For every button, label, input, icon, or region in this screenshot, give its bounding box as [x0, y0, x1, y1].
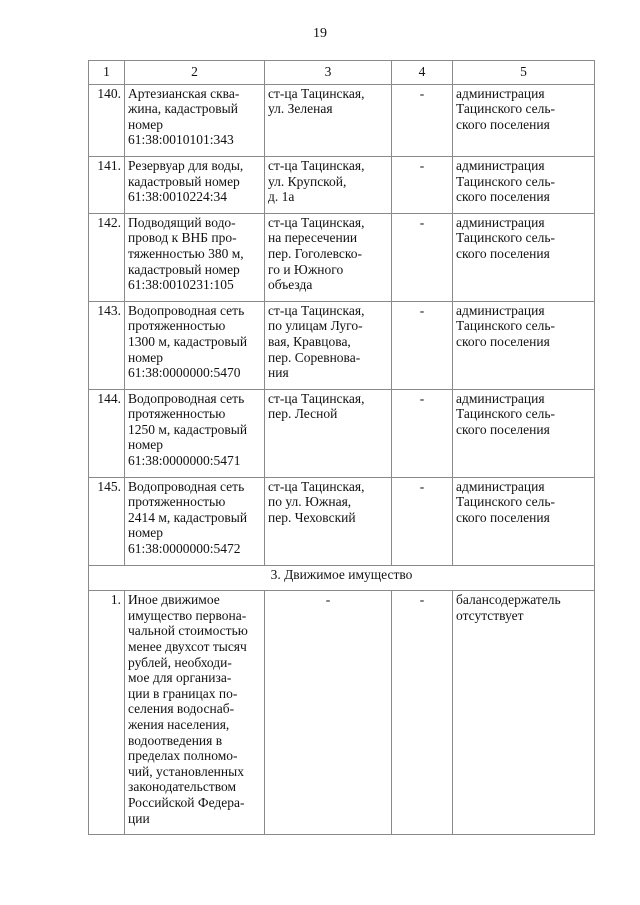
table-row — [89, 213, 595, 301]
owner-cell — [453, 84, 595, 156]
object-name-line: мое для организа- — [128, 670, 232, 686]
object-name-line: номер — [128, 437, 164, 453]
owner-line: ского поселения — [456, 116, 550, 132]
address-line: ст-ца Тацинская, — [268, 214, 365, 230]
owner-cell — [453, 591, 595, 835]
address-line: ул. Крупской, — [268, 173, 347, 189]
object-name-line: Резервуар для воды, — [128, 157, 244, 173]
owner-line: администрация — [456, 85, 545, 101]
address-cell — [265, 477, 392, 565]
owner-line: ского поселения — [456, 245, 550, 261]
object-name-line: номер — [128, 349, 164, 365]
table-row — [89, 301, 595, 389]
object-name-line: 61:38:0010231:105 — [128, 277, 234, 293]
column-4-cell: - — [392, 389, 453, 477]
object-name-line: ции в границах по- — [128, 685, 238, 701]
object-name-line: жина, кадастровый — [128, 101, 238, 117]
object-name-line: чальной стоимостью — [128, 623, 248, 639]
object-name-cell — [125, 156, 265, 213]
object-name-line: протяженностью — [128, 494, 226, 510]
header-cell-4: 4 — [392, 61, 453, 85]
table-header-row — [89, 61, 595, 85]
table-row — [89, 156, 595, 213]
object-name-line: чий, установленных — [128, 763, 244, 779]
row-number: 143. — [89, 301, 125, 389]
table-row — [89, 591, 595, 835]
owner-cell — [453, 389, 595, 477]
address-line: вая, Кравцова, — [268, 333, 351, 349]
row-number: 140. — [89, 84, 125, 156]
object-name-line: пределах полномо- — [128, 748, 238, 764]
owner-cell — [453, 477, 595, 565]
row-number: 142. — [89, 213, 125, 301]
address-cell: - — [265, 591, 392, 835]
address-line: пер. Соревнова- — [268, 349, 361, 365]
object-name-line: тяженностью 380 м, — [128, 245, 244, 261]
object-name-line: 61:38:0000000:5472 — [128, 541, 241, 557]
object-name-line: Российской Федера- — [128, 794, 245, 810]
object-name-line: кадастровый номер — [128, 173, 240, 189]
column-4-cell: - — [392, 213, 453, 301]
object-name-line: 61:38:0000000:5470 — [128, 365, 241, 381]
owner-line: ского поселения — [456, 333, 550, 349]
address-cell — [265, 84, 392, 156]
object-name-line: номер — [128, 525, 164, 541]
owner-line: Тацинского сель- — [456, 230, 556, 246]
owner-line: администрация — [456, 214, 545, 230]
object-name-line: жения населения, — [128, 716, 230, 732]
address-line: пер. Гоголевско- — [268, 245, 362, 261]
header-cell-3: 3 — [265, 61, 392, 85]
object-name-cell — [125, 389, 265, 477]
address-line: по улицам Луго- — [268, 318, 363, 334]
object-name-line: 61:38:0010101:343 — [128, 132, 234, 148]
owner-line: балансодержатель — [456, 592, 561, 608]
address-line: ст-ца Тацинская, — [268, 85, 365, 101]
object-name-line: законодательством — [128, 779, 237, 795]
object-name-line: 2414 м, кадастровый — [128, 509, 248, 525]
object-name-cell — [125, 591, 265, 835]
object-name-line: протяженностью — [128, 406, 226, 422]
object-name-line: ции — [128, 810, 150, 826]
owner-line: администрация — [456, 390, 545, 406]
column-4-cell: - — [392, 591, 453, 835]
table-row — [89, 477, 595, 565]
object-name-line: Артезианская сква- — [128, 85, 240, 101]
page-number: 19 — [313, 26, 327, 41]
object-name-cell — [125, 213, 265, 301]
header-cell-1: 1 — [89, 61, 125, 85]
address-line: ст-ца Тацинская, — [268, 302, 365, 318]
owner-line: Тацинского сель- — [456, 406, 556, 422]
owner-line: администрация — [456, 478, 545, 494]
column-4-cell: - — [392, 301, 453, 389]
object-name-cell — [125, 84, 265, 156]
address-line: ст-ца Тацинская, — [268, 390, 365, 406]
owner-line: администрация — [456, 302, 545, 318]
object-name-cell — [125, 301, 265, 389]
owner-cell — [453, 213, 595, 301]
object-name-cell — [125, 477, 265, 565]
object-name-line: водоотведения в — [128, 732, 223, 748]
row-number: 145. — [89, 477, 125, 565]
object-name-line: Водопроводная сеть — [128, 478, 245, 494]
owner-line: Тацинского сель- — [456, 494, 556, 510]
column-4-cell: - — [392, 84, 453, 156]
object-name-line: селения водоснаб- — [128, 701, 235, 717]
column-4-cell: - — [392, 156, 453, 213]
object-name-line: Иное движимое — [128, 592, 220, 608]
row-number: 144. — [89, 389, 125, 477]
row-number: 141. — [89, 156, 125, 213]
address-cell — [265, 389, 392, 477]
owner-cell — [453, 301, 595, 389]
owner-line: ского поселения — [456, 421, 550, 437]
owner-line: Тацинского сель- — [456, 173, 556, 189]
object-name-line: рублей, необходи- — [128, 654, 232, 670]
address-line: д. 1а — [268, 189, 295, 205]
section-header-row — [89, 565, 595, 591]
address-line: ния — [268, 365, 289, 381]
owner-line: отсутствует — [456, 607, 524, 623]
property-register-table — [88, 60, 595, 835]
address-line: ст-ца Тацинская, — [268, 478, 365, 494]
header-cell-2: 2 — [125, 61, 265, 85]
address-cell — [265, 156, 392, 213]
row-number: 1. — [89, 591, 125, 835]
object-name-line: Водопроводная сеть — [128, 302, 245, 318]
address-cell — [265, 301, 392, 389]
owner-line: ского поселения — [456, 509, 550, 525]
object-name-line: провод к ВНБ про- — [128, 230, 237, 246]
address-line: пер. Лесной — [268, 406, 338, 422]
owner-line: администрация — [456, 157, 545, 173]
address-line: объезда — [268, 277, 313, 293]
address-line: на пересечении — [268, 230, 358, 246]
object-name-line: кадастровый номер — [128, 261, 240, 277]
object-name-line: Подводящий водо- — [128, 214, 236, 230]
column-4-cell: - — [392, 477, 453, 565]
section-title: 3. Движимое имущество — [89, 565, 595, 591]
address-line: ст-ца Тацинская, — [268, 157, 365, 173]
header-cell-5: 5 — [453, 61, 595, 85]
object-name-line: 1250 м, кадастровый — [128, 421, 248, 437]
table-row — [89, 84, 595, 156]
table-row — [89, 389, 595, 477]
owner-line: Тацинского сель- — [456, 101, 556, 117]
address-line: ул. Зеленая — [268, 101, 333, 117]
object-name-line: 61:38:0000000:5471 — [128, 453, 241, 469]
owner-line: ского поселения — [456, 189, 550, 205]
object-name-line: имущество первона- — [128, 607, 247, 623]
object-name-line: номер — [128, 116, 164, 132]
object-name-line: Водопроводная сеть — [128, 390, 245, 406]
address-cell — [265, 213, 392, 301]
object-name-line: менее двухсот тысяч — [128, 639, 247, 654]
address-line: по ул. Южная, — [268, 494, 352, 510]
address-line: го и Южного — [268, 261, 344, 277]
object-name-line: 61:38:0010224:34 — [128, 189, 228, 205]
object-name-line: 1300 м, кадастровый — [128, 333, 248, 349]
owner-line: Тацинского сель- — [456, 318, 556, 334]
object-name-line: протяженностью — [128, 318, 226, 334]
owner-cell — [453, 156, 595, 213]
address-line: пер. Чеховский — [268, 509, 356, 525]
